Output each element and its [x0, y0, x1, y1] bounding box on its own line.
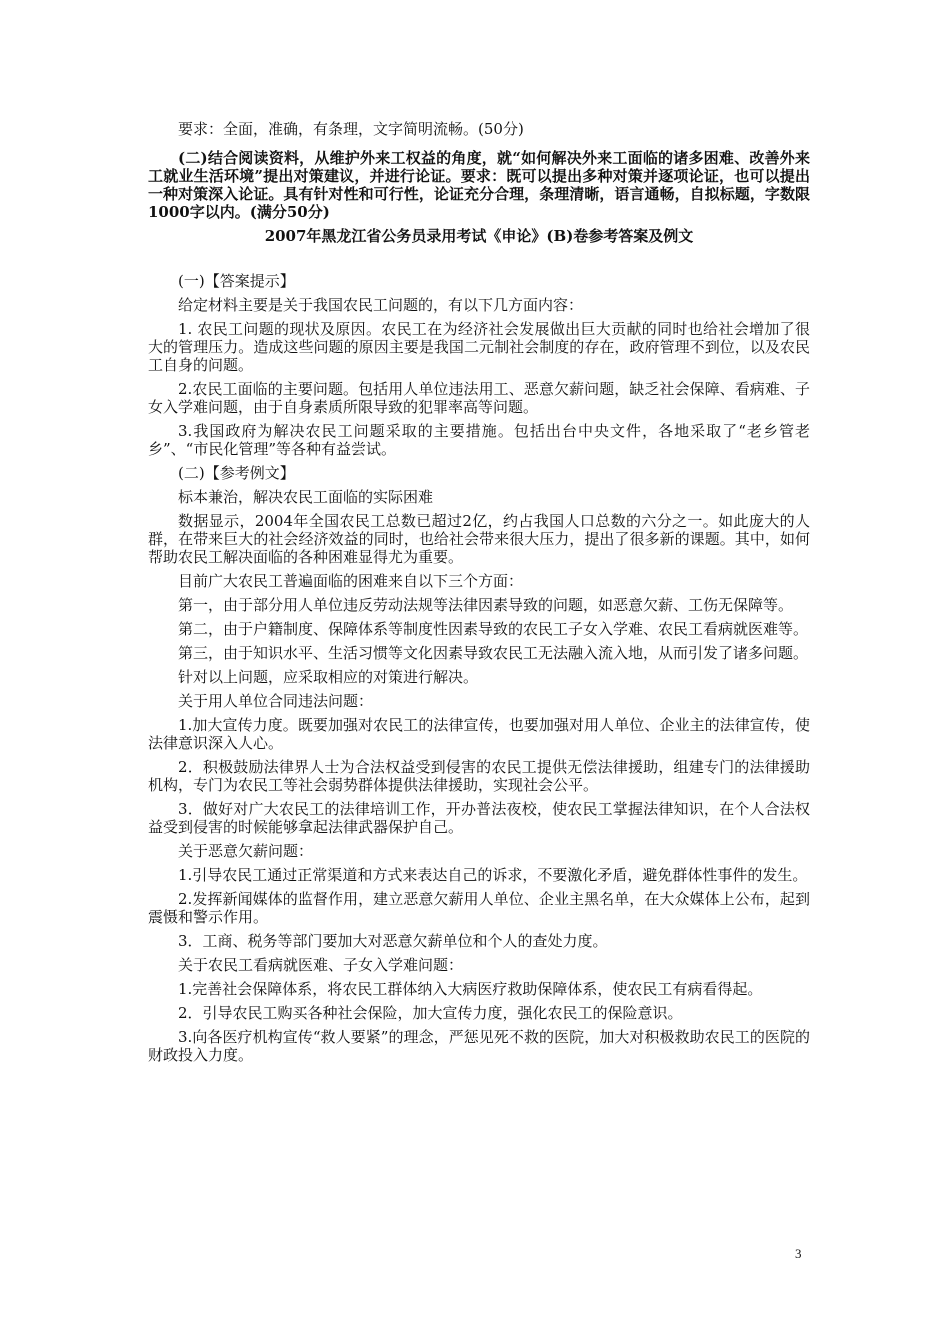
body-paragraph: 2．积极鼓励法律界人士为合法权益受到侵害的农民工提供无偿法律援助，组建专门的法律援助机构，专门为农民工等社会弱势群体提供法律援助，实现社会公平。: [148, 758, 810, 794]
section-title: 2007年黑龙江省公务员录用考试《申论》(B)卷参考答案及例文: [264, 227, 694, 245]
body-paragraph: 第一，由于部分用人单位违反劳动法规等法律因素导致的问题，如恶意欠薪、工伤无保障等。: [178, 596, 794, 614]
body-paragraph: 3.我国政府为解决农民工问题采取的主要措施。包括出台中央文件，各地采取了“老乡管老乡”、“市民化管理”等各种有益尝试。: [148, 422, 810, 458]
body-paragraph: 3．做好对广大农民工的法律培训工作，开办普法夜校，使农民工掌握法律知识，在个人合法权益受到侵害的时候能够拿起法律武器保护自己。: [148, 800, 810, 836]
body-paragraph: 第二，由于户籍制度、保障体系等制度性因素导致的农民工子女入学难、农民工看病就医难等。: [178, 620, 809, 638]
body-paragraph: 目前广大农民工普遍面临的困难来自以下三个方面：: [178, 572, 524, 590]
task-two-paragraph: (二)结合阅读资料，从维护外来工权益的角度，就“如何解决外来工面临的诸多困难、改善外来工就业生活环境”提出对策建议，并进行论证。要求：既可以提出多种对策并逐项论证，也可以提出一种对策深入论证。具有针对性和可行性，论证充分合理，条理清晰，语言通畅，自拟标题，字数限1000字以内。(满分50分): [148, 149, 810, 221]
requirement-line: 要求：全面，准确，有条理，文字简明流畅。(50分): [178, 120, 524, 138]
body-paragraph: 2．引导农民工购买各种社会保险，加大宣传力度，强化农民工的保险意识。: [178, 1004, 683, 1022]
page-number: 3: [795, 1246, 802, 1261]
body-paragraph: 关于用人单位合同违法问题：: [178, 692, 374, 710]
body-paragraph: 2.发挥新闻媒体的监督作用，建立恶意欠薪用人单位、企业主黑名单，在大众媒体上公布，起到震慑和警示作用。: [148, 890, 810, 926]
body-paragraph: 给定材料主要是关于我国农民工问题的，有以下几方面内容：: [178, 296, 584, 314]
body-paragraph: 关于农民工看病就医难、子女入学难问题：: [178, 956, 464, 974]
body-paragraph: 第三，由于知识水平、生活习惯等文化因素导致农民工无法融入流入地，从而引发了诸多问题。: [178, 644, 809, 662]
body-paragraph: 针对以上问题，应采取相应的对策进行解决。: [178, 668, 479, 686]
body-paragraph: 2.农民工面临的主要问题。包括用人单位违法用工、恶意欠薪问题，缺乏社会保障、看病难、子女入学难问题，由于自身素质所限导致的犯罪率高等问题。: [148, 380, 810, 416]
body-paragraph: 3．工商、税务等部门要加大对恶意欠薪单位和个人的查处力度。: [178, 932, 608, 950]
body-paragraph: 3.向各医疗机构宣传“救人要紧”的理念，严惩见死不救的医院，加大对积极救助农民工的医院的财政投入力度。: [148, 1028, 810, 1064]
body-paragraph: 1.引导农民工通过正常渠道和方式来表达自己的诉求，不要激化矛盾，避免群体性事件的发生。: [178, 866, 808, 884]
body-paragraph: 1. 农民工问题的现状及原因。农民工在为经济社会发展做出巨大贡献的同时也给社会增加了很大的管理压力。造成这些问题的原因主要是我国二元制社会制度的存在，政府管理不到位，以及农民工自身的问题。: [148, 320, 810, 374]
body-paragraph: 1.加大宣传力度。既要加强对农民工的法律宣传，也要加强对用人单位、企业主的法律宣传，使法律意识深入人心。: [148, 716, 810, 752]
answer-hint-heading: (一)【答案提示】: [178, 272, 295, 290]
body-paragraph: 关于恶意欠薪问题：: [178, 842, 314, 860]
sample-essay-heading: (二)【参考例文】: [178, 464, 295, 482]
body-paragraph: 数据显示，2004年全国农民工总数已超过2亿，约占我国人口总数的六分之一。如此庞大的人群，在带来巨大的社会经济效益的同时，也给社会带来很大压力，提出了很多新的课题。其中，如何帮助农民工解决面临的各种困难显得尤为重要。: [148, 512, 810, 566]
page-content: [148, 120, 810, 1070]
essay-title: 标本兼治，解决农民工面临的实际困难: [178, 488, 434, 506]
body-paragraph: 1.完善社会保障体系，将农民工群体纳入大病医疗救助保障体系，使农民工有病看得起。: [178, 980, 763, 998]
